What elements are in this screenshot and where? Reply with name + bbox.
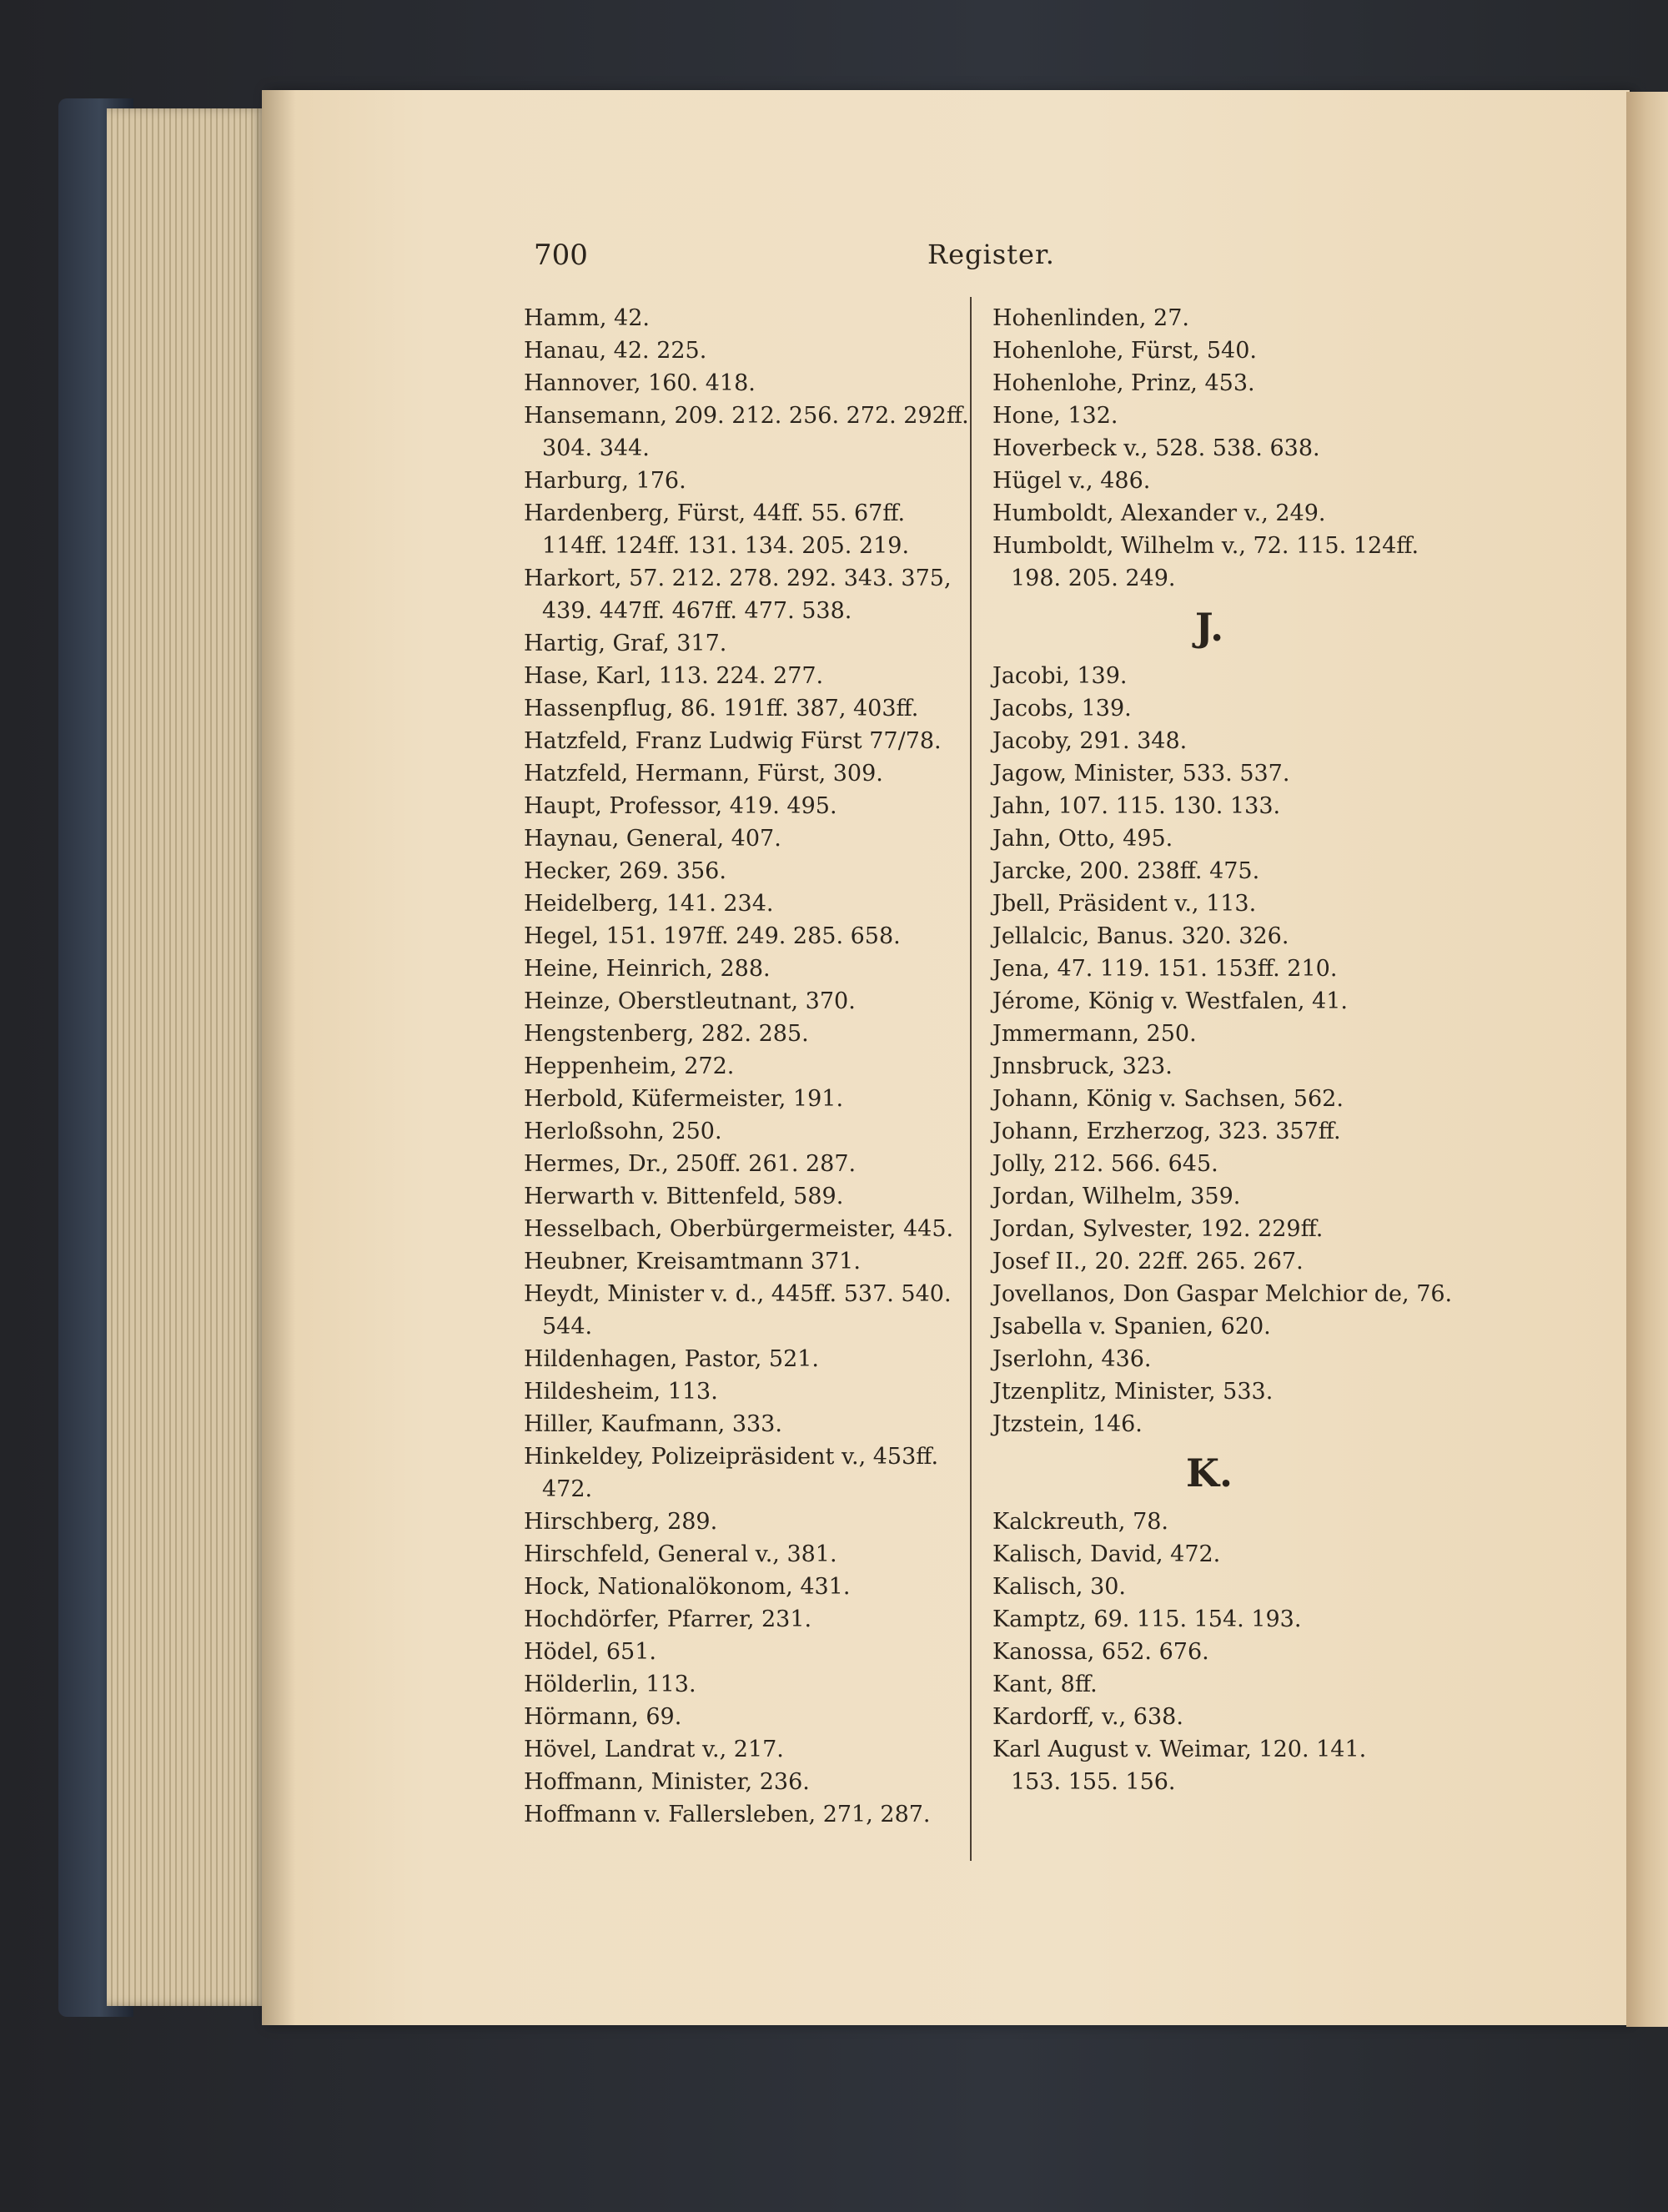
page-number: 700 bbox=[534, 239, 588, 272]
index-entry: Johann, König v. Sachsen, 562. bbox=[992, 1086, 1344, 1112]
index-entry: Jena, 47. 119. 151. 153ff. 210. bbox=[992, 956, 1338, 982]
index-entry: Heppenheim, 272. bbox=[524, 1053, 735, 1079]
index-entry: Jagow, Minister, 533. 537. bbox=[992, 761, 1290, 787]
index-entry-continuation: 544. bbox=[542, 1314, 593, 1340]
index-entry: Hecker, 269. 356. bbox=[524, 858, 726, 884]
index-entry: Jérome, König v. Westfalen, 41. bbox=[992, 988, 1348, 1014]
index-entry: Jarcke, 200. 238ff. 475. bbox=[992, 858, 1260, 884]
index-letter-heading: J. bbox=[1194, 605, 1224, 650]
index-entry: Haupt, Professor, 419. 495. bbox=[524, 793, 837, 819]
index-entry: Kalckreuth, 78. bbox=[992, 1509, 1169, 1535]
index-entry: Haynau, General, 407. bbox=[524, 826, 781, 852]
index-entry: Josef II., 20. 22ff. 265. 267. bbox=[992, 1249, 1304, 1274]
index-entry: Hirschberg, 289. bbox=[524, 1509, 718, 1535]
index-entry: Hatzfeld, Franz Ludwig Fürst 77/78. bbox=[524, 728, 942, 754]
index-entry: Hoffmann, Minister, 236. bbox=[524, 1769, 810, 1795]
index-entry: Hölderlin, 113. bbox=[524, 1672, 696, 1697]
index-entry: Jnnsbruck, 323. bbox=[992, 1053, 1173, 1079]
index-entry: Jsabella v. Spanien, 620. bbox=[992, 1314, 1271, 1340]
index-column-left bbox=[524, 302, 969, 1831]
index-entry: Karl August v. Weimar, 120. 141. bbox=[992, 1737, 1367, 1762]
index-entry: Jordan, Sylvester, 192. 229ff. bbox=[992, 1216, 1324, 1242]
index-entry: Hermes, Dr., 250ff. 261. 287. bbox=[524, 1151, 857, 1177]
running-head: Register. bbox=[927, 239, 1055, 270]
index-entry: Hone, 132. bbox=[992, 403, 1118, 429]
index-entry-continuation: 198. 205. 249. bbox=[1011, 566, 1176, 591]
facing-page-edge bbox=[1626, 92, 1668, 2027]
index-entry: Hochdörfer, Pfarrer, 231. bbox=[524, 1606, 812, 1632]
index-entry: Kanossa, 652. 676. bbox=[992, 1639, 1209, 1665]
index-column-right bbox=[992, 302, 1452, 1798]
index-entry: Hövel, Landrat v., 217. bbox=[524, 1737, 784, 1762]
index-entry: Heinze, Oberstleutnant, 370. bbox=[524, 988, 856, 1014]
index-entry: Heubner, Kreisamtmann 371. bbox=[524, 1249, 861, 1274]
index-entry: Hoverbeck v., 528. 538. 638. bbox=[992, 435, 1320, 461]
index-entry: Hamm, 42. bbox=[524, 305, 650, 331]
index-entry: Hohenlinden, 27. bbox=[992, 305, 1189, 331]
index-entry: Hödel, 651. bbox=[524, 1639, 656, 1665]
index-entry: Jordan, Wilhelm, 359. bbox=[992, 1184, 1241, 1209]
index-entry: Herloßsohn, 250. bbox=[524, 1119, 722, 1144]
index-entry: Hatzfeld, Hermann, Fürst, 309. bbox=[524, 761, 883, 787]
index-entry: Johann, Erzherzog, 323. 357ff. bbox=[992, 1119, 1341, 1144]
index-entry: Kamptz, 69. 115. 154. 193. bbox=[992, 1606, 1302, 1632]
index-entry: Hanau, 42. 225. bbox=[524, 338, 707, 364]
index-entry: Kalisch, David, 472. bbox=[992, 1541, 1221, 1567]
index-entry: Kalisch, 30. bbox=[992, 1574, 1127, 1600]
index-entry: Jbell, Präsident v., 113. bbox=[992, 891, 1257, 917]
index-entry: Jellalcic, Banus. 320. 326. bbox=[992, 923, 1289, 949]
index-entry: Humboldt, Alexander v., 249. bbox=[992, 500, 1326, 526]
index-entry-continuation: 472. bbox=[542, 1476, 593, 1502]
column-rule bbox=[970, 297, 972, 1861]
index-entry: Jtzstein, 146. bbox=[992, 1411, 1143, 1437]
index-entry: Hassenpflug, 86. 191ff. 387, 403ff. bbox=[524, 696, 919, 721]
index-entry: Jacobs, 139. bbox=[992, 696, 1132, 721]
index-entry: Hansemann, 209. 212. 256. 272. 292ff. bbox=[524, 403, 969, 429]
index-entry: Hohenlohe, Prinz, 453. bbox=[992, 370, 1255, 396]
index-entry: Hohenlohe, Fürst, 540. bbox=[992, 338, 1257, 364]
index-entry: Jovellanos, Don Gaspar Melchior de, 76. bbox=[992, 1281, 1453, 1307]
index-entry: Jahn, 107. 115. 130. 133. bbox=[992, 793, 1281, 819]
gutter-shadow bbox=[262, 90, 295, 2025]
index-entry: Jolly, 212. 566. 645. bbox=[992, 1151, 1218, 1177]
index-letter-heading: K. bbox=[1186, 1450, 1233, 1496]
index-entry: Hannover, 160. 418. bbox=[524, 370, 756, 396]
index-entry: Harkort, 57. 212. 278. 292. 343. 375, bbox=[524, 566, 952, 591]
index-entry: Harburg, 176. bbox=[524, 468, 686, 494]
index-entry: Herwarth v. Bittenfeld, 589. bbox=[524, 1184, 844, 1209]
index-entry: Hiller, Kaufmann, 333. bbox=[524, 1411, 782, 1437]
index-entry: Jacobi, 139. bbox=[992, 663, 1128, 689]
index-entry-continuation: 114ff. 124ff. 131. 134. 205. 219. bbox=[542, 533, 910, 559]
index-entry: Hirschfeld, General v., 381. bbox=[524, 1541, 837, 1567]
index-entry: Jmmermann, 250. bbox=[992, 1021, 1197, 1047]
index-entry: Kardorff, v., 638. bbox=[992, 1704, 1183, 1730]
index-entry-continuation: 153. 155. 156. bbox=[1011, 1769, 1176, 1795]
index-entry: Jahn, Otto, 495. bbox=[992, 826, 1173, 852]
page-stack bbox=[107, 108, 265, 2006]
index-entry: Hesselbach, Oberbürgermeister, 445. bbox=[524, 1216, 954, 1242]
index-entry: Heydt, Minister v. d., 445ff. 537. 540. bbox=[524, 1281, 952, 1307]
index-entry: Hildesheim, 113. bbox=[524, 1379, 718, 1405]
index-entry: Hock, Nationalökonom, 431. bbox=[524, 1574, 851, 1600]
index-entry: Hinkeldey, Polizeipräsident v., 453ff. bbox=[524, 1444, 939, 1470]
index-entry: Hartig, Graf, 317. bbox=[524, 631, 727, 656]
index-entry: Hörmann, 69. bbox=[524, 1704, 682, 1730]
index-entry: Jtzenplitz, Minister, 533. bbox=[992, 1379, 1274, 1405]
index-entry: Jserlohn, 436. bbox=[992, 1346, 1152, 1372]
index-entry: Humboldt, Wilhelm v., 72. 115. 124ff. bbox=[992, 533, 1419, 559]
index-entry: Hase, Karl, 113. 224. 277. bbox=[524, 663, 824, 689]
index-entry: Hügel v., 486. bbox=[992, 468, 1151, 494]
index-entry: Hegel, 151. 197ff. 249. 285. 658. bbox=[524, 923, 901, 949]
index-entry: Jacoby, 291. 348. bbox=[992, 728, 1188, 754]
index-entry: Hildenhagen, Pastor, 521. bbox=[524, 1346, 820, 1372]
index-entry-continuation: 304. 344. bbox=[542, 435, 650, 461]
index-entry: Hoffmann v. Fallersleben, 271, 287. bbox=[524, 1802, 931, 1827]
index-entry-continuation: 439. 447ff. 467ff. 477. 538. bbox=[542, 598, 852, 624]
index-entry: Hengstenberg, 282. 285. bbox=[524, 1021, 809, 1047]
index-entry: Hardenberg, Fürst, 44ff. 55. 67ff. bbox=[524, 500, 906, 526]
index-entry: Heidelberg, 141. 234. bbox=[524, 891, 774, 917]
index-entry: Kant, 8ff. bbox=[992, 1672, 1098, 1697]
index-entry: Herbold, Küfermeister, 191. bbox=[524, 1086, 844, 1112]
index-entry: Heine, Heinrich, 288. bbox=[524, 956, 771, 982]
